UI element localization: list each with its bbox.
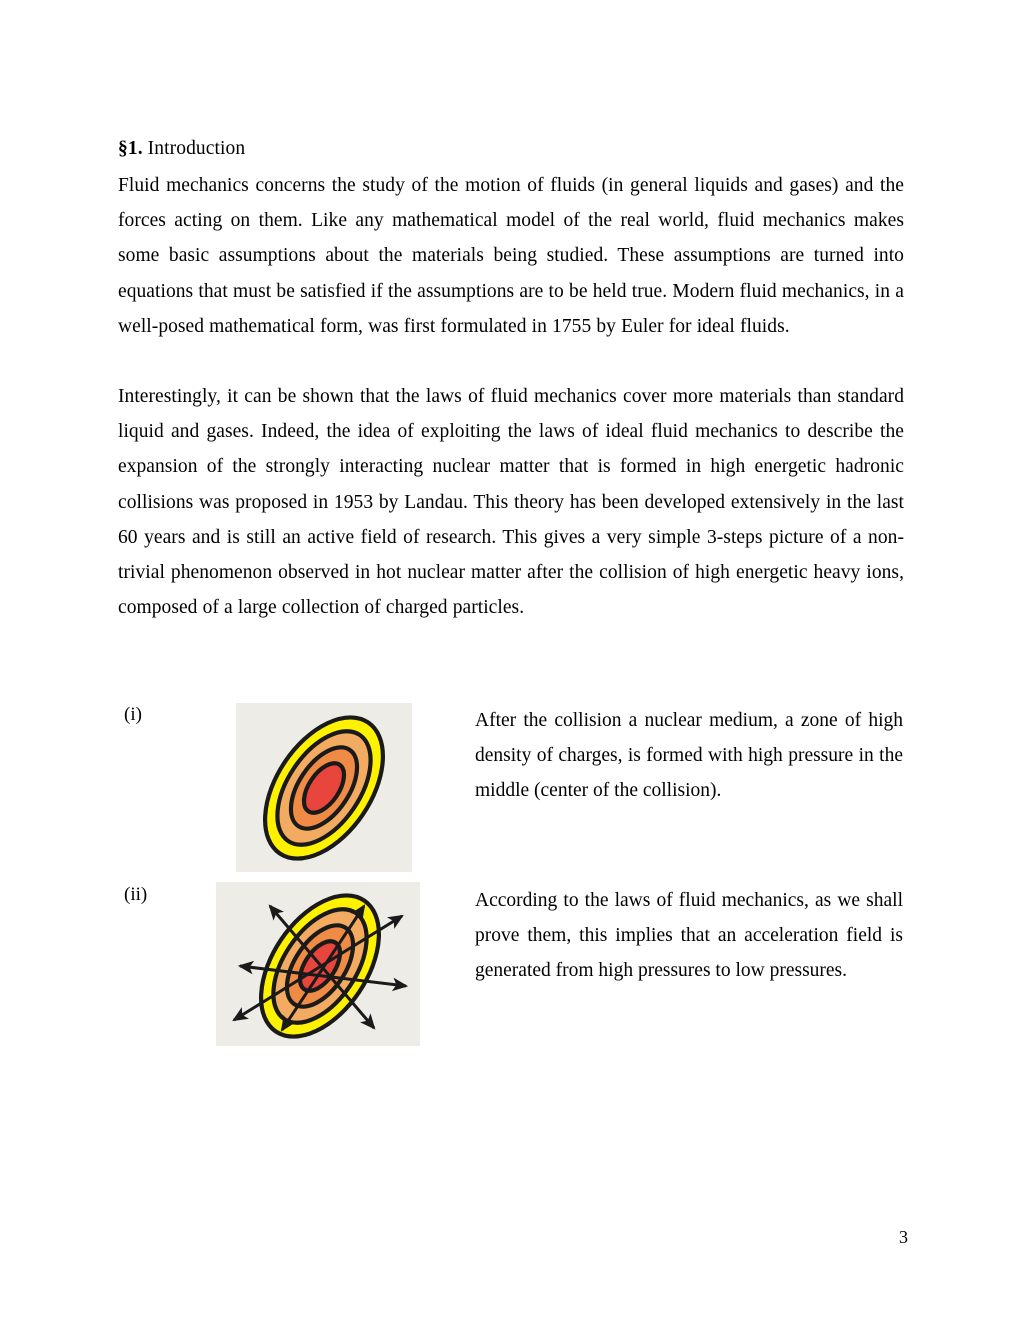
figure-nuclear-medium <box>236 703 412 872</box>
figure-acceleration-field <box>216 882 420 1046</box>
section-title: Introduction <box>142 138 246 159</box>
section-heading <box>118 132 904 166</box>
list-item-label-i: (i) <box>124 704 142 725</box>
contour-ellipses-svg <box>236 703 412 872</box>
page-number: 3 <box>899 1227 908 1247</box>
contour-ellipses-arrows-svg <box>216 882 420 1046</box>
paragraph-1: Fluid mechanics concerns the study of the motion of fluids (in general liquids and gases) and the forces acting on them. Like any mathematical model of the real world, fluid mechanics makes some basic assumptions about the materials being studied. These assumptions are turned into equations that must be satisfied if the assumptions are to be held true. Modern fluid mechanics, in a well-posed mathematical form, was first formulated in 1755 by Euler for ideal fluids. <box>118 175 904 337</box>
list-item-text-ii: According to the laws of fluid mechanics, as we shall prove them, this implies that an acceleration field is generated from high pressures to low pressures. <box>475 890 903 982</box>
list-item-label-ii: (ii) <box>124 884 148 905</box>
section-number: §1. <box>118 138 143 159</box>
list-item-text-i: After the collision a nuclear medium, a zone of high density of charges, is formed with high pressure in the middle (center of the collision). <box>475 710 903 802</box>
paragraph-2: Interestingly, it can be shown that the laws of fluid mechanics cover more materials than standard liquid and gases. Indeed, the idea of exploiting the laws of ideal fluid mechanics to describe the expansion of the strongly interacting nuclear matter that is formed in high energetic hadronic collisions was proposed in 1953 by Landau. This theory has been developed extensively in the last 60 years and is still an active field of research. This gives a very simple 3-steps picture of a non-trivial phenomenon observed in hot nuclear matter after the collision of high energetic heavy ions, composed of a large collection of charged particles. <box>118 386 904 619</box>
page-content <box>118 132 904 625</box>
